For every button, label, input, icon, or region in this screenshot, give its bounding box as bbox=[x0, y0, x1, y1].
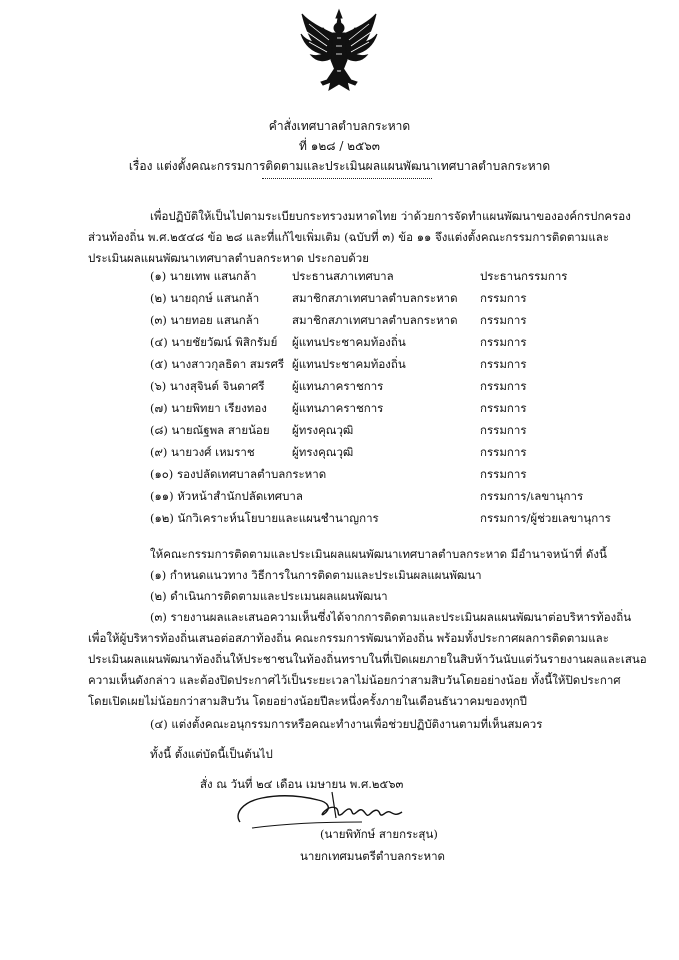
effective-statement: ทั้งนี้ ตั้งแต่บัดนี้เป็นต้นไป bbox=[150, 747, 273, 761]
duty-3-line-5: โดยเปิดเผยไม่น้อยกว่าสามสิบวัน โดยอย่างน้อยปีละหนึ่งครั้งภายในเดือนธันวาคมของทุกปี bbox=[88, 694, 527, 708]
signer-title: นายกเทศมนตรีตำบลกระหาด bbox=[300, 849, 446, 863]
member-role: กรรมการ bbox=[480, 291, 527, 305]
member-name: (๑๑) หัวหน้าสำนักปลัดเทศบาล bbox=[150, 489, 303, 503]
member-position: ผู้แทนประชาคมท้องถิ่น bbox=[292, 335, 406, 349]
intro-line-3: ประเมินผลแผนพัฒนาเทศบาลตำบลกระหาด ประกอบด้วย bbox=[88, 251, 369, 265]
duty-item: (๑) กำหนดแนวทาง วิธีการในการติดตามและประเมินผลแผนพัฒนา bbox=[150, 568, 482, 582]
duty-3-line-4: ความเห็นดังกล่าว และต้องปิดประกาศไว้เป็นระยะเวลาไม่น้อยกว่าสามสิบวันโดยอย่างน้อย ทั้งนี้ให้ปิดประกาศ bbox=[88, 673, 621, 687]
member-position: ประธานสภาเทศบาล bbox=[292, 269, 394, 283]
member-name: (๑) นายเทพ แสนกล้า bbox=[150, 269, 257, 283]
member-role: ประธานกรรมการ bbox=[480, 269, 568, 283]
order-date: สั่ง ณ วันที่ ๒๔ เดือน เมษายน พ.ศ.๒๕๖๓ bbox=[200, 777, 404, 791]
member-position: สมาชิกสภาเทศบาลตำบลกระหาด bbox=[292, 313, 458, 327]
member-name: (๕) นางสาวกุลธิดา สมรศรี bbox=[150, 357, 285, 371]
order-subject: เรื่อง แต่งตั้งคณะกรรมการติดตามและประเมินผลแผนพัฒนาเทศบาลตำบลกระหาด bbox=[128, 159, 551, 173]
member-name: (๑๐) รองปลัดเทศบาลตำบลกระหาด bbox=[150, 467, 327, 481]
member-role: กรรมการ bbox=[480, 357, 527, 371]
garuda-emblem-icon bbox=[299, 8, 379, 92]
member-position: สมาชิกสภาเทศบาลตำบลกระหาด bbox=[292, 291, 458, 305]
member-name: (๗) นายพิทยา เรียงทอง bbox=[150, 401, 267, 415]
duty-3-line-2: เพื่อให้ผู้บริหารท้องถิ่นเสนอต่อสภาท้องถิ่น คณะกรรมการพัฒนาท้องถิ่น พร้อมทั้งประกาศผลการติดตามและ bbox=[88, 631, 609, 645]
member-name: (๘) นายณัฐพล สายน้อย bbox=[150, 423, 270, 437]
member-role: กรรมการ bbox=[480, 379, 527, 393]
intro-line-1: เพื่อปฏิบัติให้เป็นไปตามระเบียบกระทรวงมหาดไทย ว่าด้วยการจัดทำแผนพัฒนาขององค์กรปกครอง bbox=[150, 209, 631, 223]
member-name: (๒) นายฤกษ์ แสนกล้า bbox=[150, 291, 260, 305]
duty-item: (๔) แต่งตั้งคณะอนุกรรมการหรือคณะทำงานเพื่อช่วยปฏิบัติงานตามที่เห็นสมควร bbox=[150, 717, 543, 731]
divider-dots bbox=[262, 178, 432, 179]
order-number: ที่ ๑๒๘ / ๒๕๖๓ bbox=[299, 139, 380, 153]
document-title: คำสั่งเทศบาลตำบลกระหาด bbox=[268, 119, 411, 133]
duty-item: (๒) ดำเนินการติดตามและประเมนผลแผนพัฒนา bbox=[150, 589, 388, 603]
signer-name: (นายพิทักษ์ สายกระสุน) bbox=[320, 827, 438, 841]
member-role: กรรมการ bbox=[480, 313, 527, 327]
intro-line-2: ส่วนท้องถิ่น พ.ศ.๒๕๔๘ ข้อ ๒๘ และที่แก้ไขเพิ่มเติม (ฉบับที่ ๓) ข้อ ๑๑ จึงแต่งตั้งคณะกรรมการติดตามและ bbox=[88, 230, 610, 244]
member-position: ผู้ทรงคุณวุฒิ bbox=[292, 423, 354, 437]
member-role: กรรมการ bbox=[480, 445, 527, 459]
member-role: กรรมการ bbox=[480, 335, 527, 349]
member-role: กรรมการ/เลขานุการ bbox=[480, 489, 584, 503]
member-role: กรรมการ/ผู้ช่วยเลขานุการ bbox=[480, 511, 611, 525]
member-name: (๓) นายทอย แสนกล้า bbox=[150, 313, 260, 327]
member-name: (๔) นายชัยวัฒน์ พิสิกรัมย์ bbox=[150, 335, 278, 349]
member-name: (๙) นายวงศ์ เหมราช bbox=[150, 445, 255, 459]
member-role: กรรมการ bbox=[480, 467, 527, 481]
duty-3-line-1: (๓) รายงานผลและเสนอความเห็นซึ่งได้จากการติดตามและประเมินผลแผนพัฒนาต่อบริหารท้องถิ่น bbox=[150, 610, 632, 624]
member-name: (๖) นางสุจินต์ จินดาศรี bbox=[150, 379, 265, 393]
member-position: ผู้แทนภาคราชการ bbox=[292, 401, 384, 415]
duty-3-line-3: ประเมินผลแผนพัฒนาท้องถิ่นให้ประชาชนในท้องถิ่นทราบในที่เปิดเผยภายในสิบห้าวันนับแต่วันรายงานผลและเสนอ bbox=[88, 652, 647, 666]
member-position: ผู้แทนภาคราชการ bbox=[292, 379, 384, 393]
member-position: ผู้ทรงคุณวุฒิ bbox=[292, 445, 354, 459]
member-name: (๑๒) นักวิเคราะห์นโยบายและแผนชำนาญการ bbox=[150, 511, 379, 525]
member-position: ผู้แทนประชาคมท้องถิ่น bbox=[292, 357, 406, 371]
member-role: กรรมการ bbox=[480, 401, 527, 415]
duties-intro: ให้คณะกรรมการติดตามและประเมินผลแผนพัฒนาเทศบาลตำบลกระหาด มีอำนาจหน้าที่ ดังนี้ bbox=[150, 547, 607, 561]
member-role: กรรมการ bbox=[480, 423, 527, 437]
